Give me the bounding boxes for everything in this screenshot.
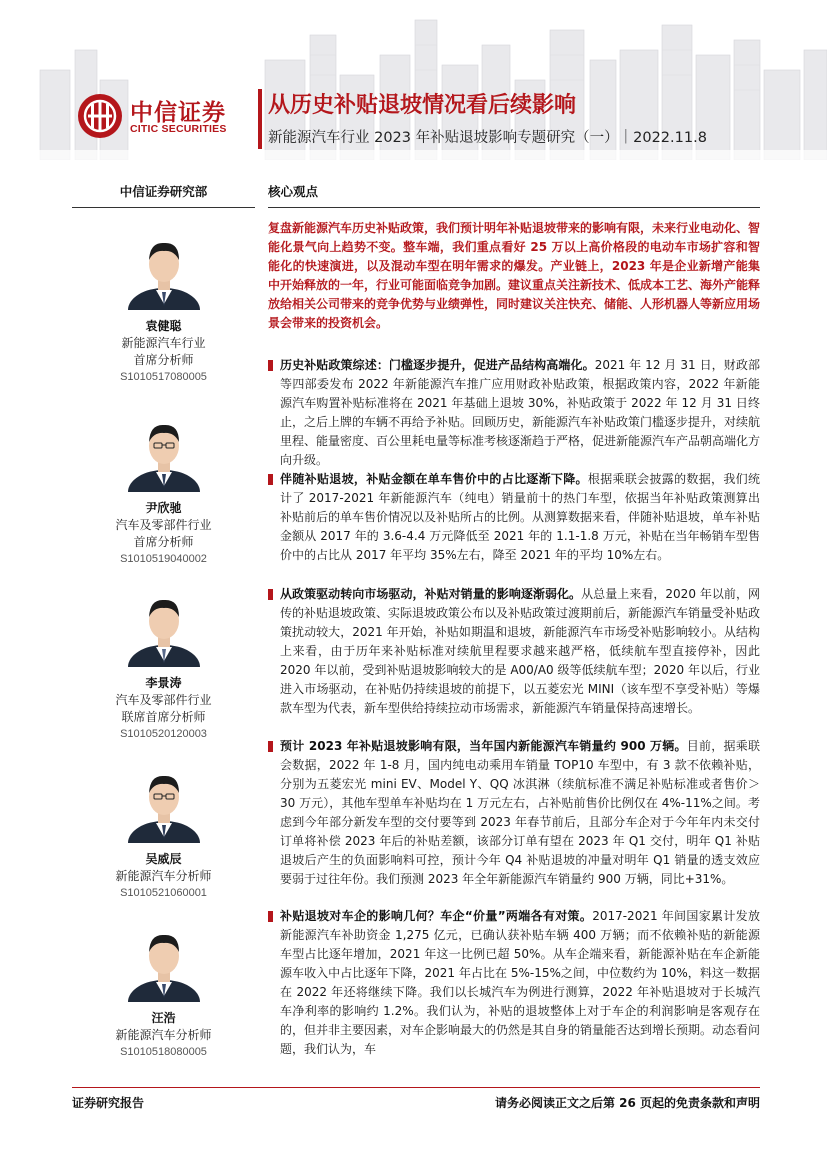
footer-divider [72,1087,760,1088]
analyst-name: 汪浩 [151,1011,176,1025]
key-point-lead: 预计 2023 年补贴退坡影响有限，当年国内新能源汽车销量约 900 万辆。 [280,739,687,753]
brand-logo [76,92,256,142]
citic-emblem-icon [76,92,124,140]
title-accent-bar [258,89,262,149]
key-point [268,737,760,889]
bullet-marker-icon [268,589,273,600]
analyst-name: 吴威辰 [145,852,182,866]
key-point [268,585,760,718]
analyst-card [72,408,255,568]
key-point-lead: 伴随补贴退坡，补贴金额在单车售价中的占比逐渐下降。 [280,472,588,486]
report-subtitle: 新能源汽车行业 2023 年补贴退坡影响专题研究（一）｜2022.11.8 [268,130,707,146]
analyst-card [72,226,255,386]
analyst-card [72,759,255,902]
key-point-body: 从总量上来看，2020 年以前，网传的补贴退坡政策、实际退坡政策公布以及补贴政策过渡期前后，新能源汽车销量受补贴政策扰动较大，2021 年开始，补贴如期温和退坡，新能源汽车市场受补贴影响较小。从结构上来看，由于历年来补贴标准对续航里程要求越来越严格，低续航车型直接停补，因此 2020 年以前，受到补贴退坡影响较大的是 A00/A0 级等低续航车型；2020 年以后，行业进入市场驱动，在补贴仍持续退坡的前提下，以五菱宏光 MINI（该车型不享受补贴）等爆款车型为代表，新车型供给持续拉动市场需求，新能源汽车销量保持高速增长。 [280,587,761,715]
key-point-body: 2017-2021 年间国家累计发放新能源汽车补助资金 1,275 亿元，已确认获补贴车辆 400 万辆；而不依赖补贴的新能源车型占比逐年增加，2021 年这一比例已超 50%。从车企端来看，新能源补贴在车企新能源车收入中占比逐年下降，2021 年占比在 5%-15%之间，中位数约为 10%，料这一数据在 2022 年还将继续下降。我们以长城汽车为例进行测算，2022 年补贴退坡对于长城汽车净利率的影响约 1.2%。我们认为，补贴的退坡整体上对于车企的利润影响是客观存在的，但并非主要因素，对车企影响最大的仍然是其自身的销量能否达到增长预期。动态看问题，我们认为，车 [280,909,761,1056]
report-title: 从历史补贴退坡情况看后续影响 [268,93,577,118]
brand-name-en: CITIC SECURITIES [130,123,227,135]
bullet-marker-icon [268,360,273,371]
analyst-avatar-icon [122,918,206,1002]
footer-disclaimer: 请务必阅读正文之后第 26 页起的免责条款和声明 [494,1096,760,1110]
key-point-lead: 补贴退坡对车企的影响几何？车企“价量”两端各有对策。 [280,909,593,923]
core-view-summary: 复盘新能源汽车历史补贴政策，我们预计明年补贴退坡带来的影响有限，未来行业电动化、智能化景气向上趋势不变。整车端，我们重点看好 25 万以上高价格段的电动车市场扩容和智能化的快速演进，以及混动车型在明年需求的爆发。产业链上，2023 年是企业新增产能集中开始释放的一年，行业可能面临竞争加剧。建议重点关注新技术、低成本工艺、海外产能释放给相关公司带来的竞争优势与业绩弹性，同时建议关注快充、储能、人形机器人等新应用场景会带来的投资机会。 [268,221,761,330]
key-point-body: 2021 年 12 月 31 日，财政部等四部委发布 2022 年新能源汽车推广应用财政补贴政策，根据政策内容，2022 年新能源汽车购置补贴标准将在 2021 年基础上退坡 30%，补贴政策于 2022 年 12 月 31 日终止，之后上牌的车辆不再给予补贴。回顾历史，新能源汽车补贴政策门槛逐步提升，对续航里程、能量密度、百公里耗电量等标准考核逐渐趋于严格，促进新能源汽车产品朝高端化方向升级。 [280,358,761,467]
key-point-text [268,907,760,1059]
analyst-name: 李景涛 [145,676,182,690]
brand-name-cn: 中信证券 [130,100,226,126]
analyst-avatar-icon [122,408,206,492]
analyst-license-id: S1010520120003 [120,728,207,740]
analyst-avatar-icon [122,583,206,667]
bullet-marker-icon [268,474,273,485]
key-point-body: 目前，据乘联会数据，2022 年 1-8 月，国内纯电动乘用车销量 TOP10 车型中，有 3 款不依赖补贴，分别为五菱宏光 mini EV、Model Y、QQ 冰淇淋（续航标准不满足补贴标准或者售价＞30 万元），其他车型单车补贴均在 1 万元左右，占补贴前售价比例仅在 4%-11%之间。考虑到今年部分新发车型的交付要等到 2023 年春节前后，且部分车企对于今年年内未交付订单将补偿 2023 年后的补贴差额，该部分订单有望在 2023 年 Q1 交付，明年 Q1 补贴退坡后产生的负面影响料可控，预计今年 Q4 补贴退坡的冲量对明年 Q1 销量的透支效应要弱于过往年份。我们预测 2023 年全年新能源汽车销量约 900 万辆，同比+31%。 [280,739,760,886]
analyst-role: 新能源汽车分析师 [115,1028,212,1042]
analyst-name: 袁健聪 [145,319,182,333]
analyst-name: 尹欣驰 [145,501,182,515]
analyst-license-id: S1010521060001 [120,887,207,899]
key-point-lead: 历史补贴政策综述：门槛逐步提升，促进产品结构高端化。 [280,358,595,372]
analyst-card [72,583,255,743]
analyst-card [72,918,255,1061]
key-point [268,470,760,565]
key-point-text [268,585,760,718]
analyst-title: 首席分析师 [133,535,194,549]
analyst-avatar-icon [122,226,206,310]
key-point-text [268,470,760,565]
analyst-avatar-icon [122,759,206,843]
key-point-text [268,737,760,889]
key-point-text [268,356,760,470]
research-dept-heading: 中信证券研究部 [72,182,255,208]
key-point [268,356,760,470]
key-point-lead: 从政策驱动转向市场驱动，补贴对销量的影响逐渐弱化。 [280,587,582,601]
analyst-role: 新能源汽车行业 [121,336,206,350]
core-view-heading: 核心观点 [268,182,760,208]
bullet-marker-icon [268,741,273,752]
footer-report-type: 证券研究报告 [72,1096,145,1110]
bullet-marker-icon [268,911,273,922]
analyst-license-id: S1010517080005 [120,371,207,383]
analyst-role: 新能源汽车分析师 [115,869,212,883]
key-point [268,907,760,1059]
analyst-role: 汽车及零部件行业 [115,693,212,707]
analyst-title: 联席首席分析师 [121,710,206,724]
key-point-body: 根据乘联会披露的数据，我们统计了 2017-2021 年新能源汽车（纯电）销量前十的热门车型，依据当年补贴政策测算出补贴前后的单车售价情况以及补贴所占的比例。从测算数据来看，伴随补贴退坡，单车补贴金额从 2017 年的 3.6-4.4 万元降低至 2021 年的 1.1-1.8 万元，补贴在当年畅销车型售价中的占比从 2017 年平均 35%左右，降至 2021 年的平均 10%左右。 [280,472,761,562]
analyst-title: 首席分析师 [133,353,194,367]
analyst-license-id: S1010519040002 [120,553,207,565]
analyst-role: 汽车及零部件行业 [115,518,212,532]
analyst-license-id: S1010518080005 [120,1046,207,1058]
